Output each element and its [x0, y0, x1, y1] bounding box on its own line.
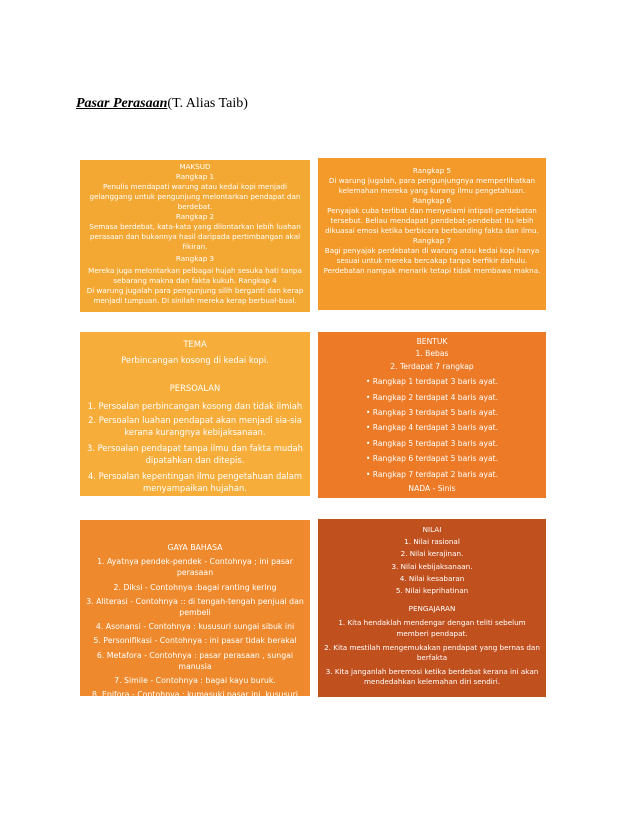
- rangkap-3-label: Rangkap 3: [175, 254, 215, 263]
- gaya-bahasa-item: 7. Simile - Contohnya : bagai kayu buruk.: [114, 676, 276, 686]
- maksud-box: [80, 160, 310, 312]
- bentuk-line: 2. Terdapat 7 rangkap: [390, 361, 474, 371]
- nilai-item: 3. Nilai kebijaksanaan.: [391, 561, 473, 571]
- rangkap-1-label: Rangkap 1: [175, 172, 215, 181]
- gaya-bahasa-box: [80, 520, 310, 711]
- maksud-heading: MAKSUD: [179, 162, 211, 171]
- rangkap-6-label: Rangkap 6: [412, 196, 452, 205]
- gaya-bahasa-item: 6. Metafora - Contohnya : pasar perasaan , sungai manusia: [96, 650, 294, 671]
- pengajaran-heading: PENGAJARAN: [408, 604, 456, 614]
- gaya-bahasa-item: 2. Diksi - Contohnya :bagai ranting kering: [113, 582, 277, 592]
- bullet-item: • Rangkap 1 terdapat 3 baris ayat.: [322, 376, 542, 388]
- gaya-bahasa-item: 3. Aliterasi - Contohnya :: di tengah-tengah penjual dan pembeli: [86, 596, 304, 618]
- tema-heading: TEMA: [183, 339, 207, 349]
- persoalan-item: 2. Persoalan luahan pendapat akan menjadi sia-sia kerana kurangnya kebijaksanaan.: [88, 415, 302, 437]
- bentuk-box: [318, 332, 546, 498]
- poem-title: Pasar Perasaan: [76, 96, 168, 111]
- tema-text: Perbincangan kosong di kedai kopi.: [121, 355, 269, 365]
- poem-author: (T. Alias Taib): [167, 96, 248, 111]
- bullet-item: • Rangkap 5 terdapat 3 baris ayat.: [322, 438, 542, 450]
- persoalan-item: 4. Persoalan kepentingan ilmu pengetahuan dalam menyampaikan hujahan.: [87, 471, 303, 493]
- nilai-item: 4. Nilai kesabaran: [399, 573, 465, 583]
- bullet-item: • Rangkap 4 terdapat 3 baris ayat.: [322, 422, 542, 434]
- persoalan-item: 1. Persoalan perbincangan kosong dan tidak ilmiah: [87, 401, 303, 411]
- persoalan-heading: PERSOALAN: [169, 383, 221, 393]
- nilai-item: 2. Nilai kerajinan.: [400, 549, 464, 559]
- rangkap-6-text: Penyajak cuba terlibat dan menyelami intipati perdebatan tersebut. Beliau mendapati pendebat-pendebat itu lebih dikuasai emosi ketika berbicara berbanding fakta dan ilmu.: [325, 206, 539, 235]
- nilai-pengajaran-box: [318, 519, 546, 697]
- rangkap-4-text: Di warung jugalah para pengunjung silih berganti dan kerap menjadi tumpuan. Di sinilah mereka kerap berbual-bual.: [86, 286, 304, 305]
- gaya-bahasa-item: 1. Ayatnya pendek-pendek - Contohnya ; ini pasar perasaan: [97, 557, 293, 578]
- rangkap-2-text: Semasa berdebat, kata-kata yang dilontarkan lebih luahan perasaan dan bukannya hasil daripada pertimbangan akal fikiran.: [89, 222, 301, 251]
- gaya-bahasa-heading: GAYA BAHASA: [167, 543, 223, 552]
- bullet-item: • Rangkap 7 terdapat 2 baris ayat.: [322, 469, 542, 481]
- nilai-item: 5. Nilai keprihatinan: [395, 586, 469, 596]
- rangkap-2-label: Rangkap 2: [175, 212, 215, 221]
- rangkap-5-label: Rangkap 5: [412, 166, 452, 175]
- pengajaran-item: 3. Kita janganlah beremosi ketika berdebat kerana ini akan mendedahkan kelemahan diri sendiri.: [325, 667, 539, 687]
- nada-text: NADA - Sinis: [408, 484, 456, 494]
- gaya-bahasa-item: 8. Epifora - Contohnya ; kumasuki pasar ini, kususuri sungai sibuk ini: [92, 690, 298, 711]
- bullet-item: • Rangkap 3 terdapat 5 baris ayat.: [322, 407, 542, 419]
- nilai-item: 1. Nilai rasional: [404, 537, 460, 547]
- persoalan-item: 3. Persoalan pendapat tanpa ilmu dan fakta mudah dipatahkan dan ditepis.: [87, 443, 303, 465]
- bullet-item: • Rangkap 2 terdapat 4 baris ayat.: [322, 392, 542, 404]
- rangkap-7-text: Bagi penyajak perdebatan di warung atau kedai kopi hanya sesuai untuk mereka bercakap tanpa berfikir dahulu. Perdebatan nampak menarik tetapi tidak membawa makna.: [323, 246, 541, 275]
- rangkap-7-label: Rangkap 7: [412, 236, 452, 245]
- bullet-item: • Rangkap 6 terdapat 5 baris ayat.: [322, 453, 542, 465]
- gaya-bahasa-item: 4. Asonansi - Contohnya : kususuri sungai sibuk ini: [95, 622, 295, 632]
- pengajaran-item: 1. Kita hendaklah mendengar dengan teliti sebelum memberi pendapat.: [338, 618, 526, 638]
- rangkap-5-text: Di warung jugalah, para pengunjungnya memperlihatkan kelemahan mereka yang kurang ilmu pengetahuan.: [328, 176, 536, 195]
- document-title: [76, 96, 248, 112]
- pengajaran-item: 2. Kita mestilah mengemukakan pendapat yang bernas dan berfakta: [324, 642, 540, 663]
- rangkap-1-text: Penulis mendapati warung atau kedai kopi menjadi gelanggang untuk pengunjung melontarkan pendapat dan berdebat.: [89, 182, 301, 211]
- gaya-bahasa-item: 5. Personifikasi - Contohnya : ini pasar tidak berakal: [93, 636, 297, 646]
- maksud-continued-box: [318, 158, 546, 310]
- rangkap-3-text: Mereka juga melontarkan pelbagai hujah sesuka hati tanpa sebarang makna dan fakta kukuh. Rangkap 4: [88, 266, 302, 285]
- bentuk-line: 1. Bebas: [415, 349, 449, 359]
- tema-persoalan-box: [80, 332, 310, 496]
- nilai-heading: NILAI: [422, 525, 442, 534]
- bentuk-heading: BENTUK: [416, 337, 448, 346]
- rangkap-bullet-list: [322, 376, 542, 481]
